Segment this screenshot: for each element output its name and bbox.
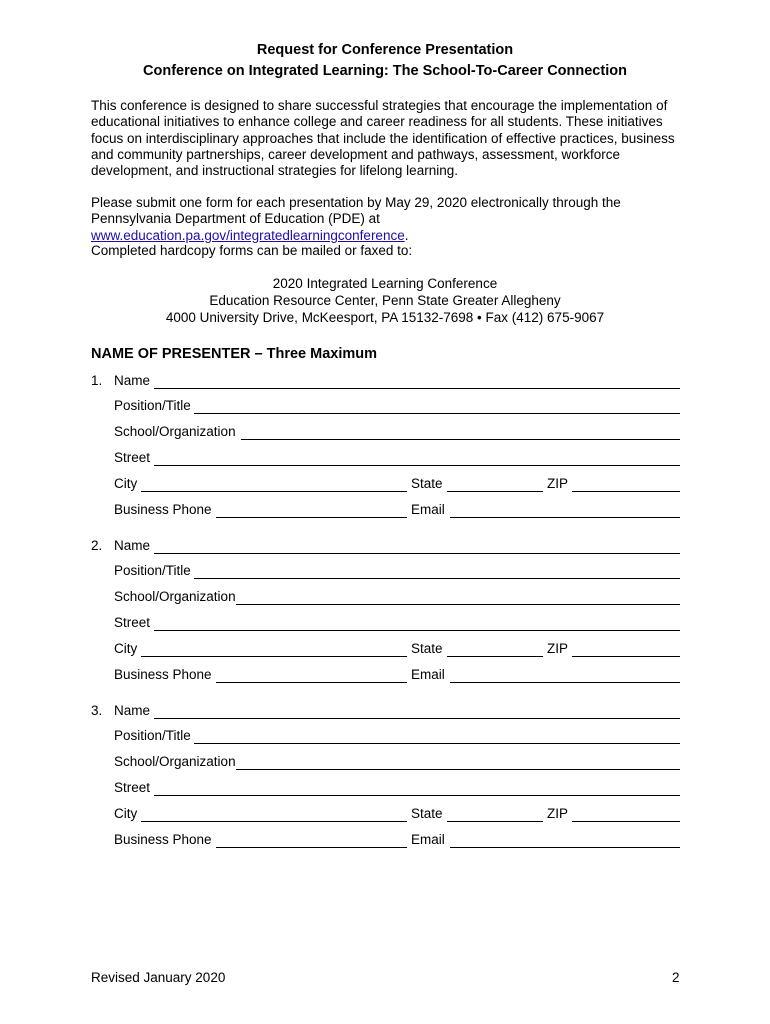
zip-label: ZIP <box>547 806 569 821</box>
state-field[interactable] <box>447 641 543 657</box>
city-field[interactable] <box>141 641 407 657</box>
pde-conference-link[interactable]: www.education.pa.gov/integratedlearningconference <box>91 227 405 243</box>
contact-row <box>91 502 680 520</box>
phone-label: Business Phone <box>114 832 212 847</box>
submission-line: Please submit one form for each presentation by May 29, 2020 electronically through the <box>91 195 621 210</box>
street-label: Street <box>114 780 151 795</box>
intro-line: This conference is designed to share successful strategies that encourage the implementation of <box>91 98 668 113</box>
position-label: Position/Title <box>114 728 191 743</box>
contact-row <box>91 667 680 685</box>
address-line-2: Education Resource Center, Penn State Greater Allegheny <box>209 293 561 308</box>
position-row <box>91 398 680 416</box>
position-label: Position/Title <box>114 398 191 413</box>
school-label: School/Organization <box>114 424 236 439</box>
name-label: Name <box>114 538 151 553</box>
zip-field[interactable] <box>572 641 680 657</box>
school-field[interactable] <box>241 424 680 440</box>
phone-field[interactable] <box>216 502 407 518</box>
street-label: Street <box>114 450 151 465</box>
email-field[interactable] <box>450 832 680 848</box>
city-label: City <box>114 641 138 656</box>
state-label: State <box>411 641 443 656</box>
mail-instructions: Completed hardcopy forms can be mailed or faxed to: <box>91 243 413 258</box>
name-label: Name <box>114 373 151 388</box>
submission-prefix: Pennsylvania Department of Education (PDE) at <box>91 211 380 227</box>
position-label: Position/Title <box>114 563 191 578</box>
intro-line: focus on interdisciplinary approaches that include the identification of effective practices, business <box>91 130 675 146</box>
state-field[interactable] <box>447 806 543 822</box>
address-line-1: 2020 Integrated Learning Conference <box>272 276 498 291</box>
position-field[interactable] <box>194 398 680 414</box>
position-row <box>91 728 680 746</box>
submission-suffix: . <box>404 227 409 243</box>
school-row <box>91 754 680 772</box>
phone-field[interactable] <box>216 667 407 683</box>
name-label: Name <box>114 703 151 718</box>
phone-label: Business Phone <box>114 502 212 517</box>
street-row <box>91 615 680 633</box>
city-row <box>91 806 680 824</box>
name-field[interactable] <box>154 703 680 719</box>
street-field[interactable] <box>154 615 680 631</box>
city-label: City <box>114 476 138 491</box>
page-number: 2 <box>672 970 680 985</box>
section-heading: NAME OF PRESENTER – Three Maximum <box>91 346 378 362</box>
revised-date: Revised January 2020 <box>91 970 226 985</box>
email-label: Email <box>411 502 445 517</box>
street-row <box>91 780 680 798</box>
phone-field[interactable] <box>216 832 407 848</box>
presenter-number: 2. <box>91 538 103 553</box>
form-title: Request for Conference Presentation <box>256 42 514 58</box>
intro-line: educational initiatives to enhance college and career readiness for all students. These initiatives <box>91 114 663 130</box>
city-field[interactable] <box>141 476 407 492</box>
contact-row <box>91 832 680 850</box>
position-row <box>91 563 680 581</box>
name-field[interactable] <box>154 373 680 389</box>
zip-label: ZIP <box>547 476 569 491</box>
intro-line: development, and instructional strategies for lifelong learning. <box>91 163 458 179</box>
address-line-3: 4000 University Drive, McKeesport, PA 15132-7698 • Fax (412) 675-9067 <box>165 310 605 325</box>
school-label: School/Organization <box>114 754 236 769</box>
name-field[interactable] <box>154 538 680 554</box>
position-field[interactable] <box>194 728 680 744</box>
email-field[interactable] <box>450 667 680 683</box>
email-field[interactable] <box>450 502 680 518</box>
name-row <box>91 538 680 556</box>
street-label: Street <box>114 615 151 630</box>
school-row <box>91 589 680 607</box>
school-field[interactable] <box>236 589 680 605</box>
intro-paragraph <box>91 98 691 179</box>
state-label: State <box>411 806 443 821</box>
phone-label: Business Phone <box>114 667 212 682</box>
zip-label: ZIP <box>547 641 569 656</box>
city-label: City <box>114 806 138 821</box>
state-field[interactable] <box>447 476 543 492</box>
street-row <box>91 450 680 468</box>
email-label: Email <box>411 667 445 682</box>
presenter-number: 1. <box>91 373 103 388</box>
conference-title: Conference on Integrated Learning: The School-To-Career Connection <box>143 63 627 79</box>
school-row <box>91 424 680 442</box>
street-field[interactable] <box>154 450 680 466</box>
city-row <box>91 476 680 494</box>
state-label: State <box>411 476 443 491</box>
zip-field[interactable] <box>572 806 680 822</box>
intro-line: and community partnerships, career development and pathways, assessment, workforce <box>91 146 621 162</box>
school-field[interactable] <box>236 754 680 770</box>
name-row <box>91 703 680 721</box>
school-label: School/Organization <box>114 589 236 604</box>
submission-line <box>91 211 691 244</box>
city-row <box>91 641 680 659</box>
submission-paragraph <box>91 195 691 244</box>
position-field[interactable] <box>194 563 680 579</box>
zip-field[interactable] <box>572 476 680 492</box>
city-field[interactable] <box>141 806 407 822</box>
street-field[interactable] <box>154 780 680 796</box>
name-row <box>91 373 680 391</box>
presenter-number: 3. <box>91 703 103 718</box>
email-label: Email <box>411 832 445 847</box>
